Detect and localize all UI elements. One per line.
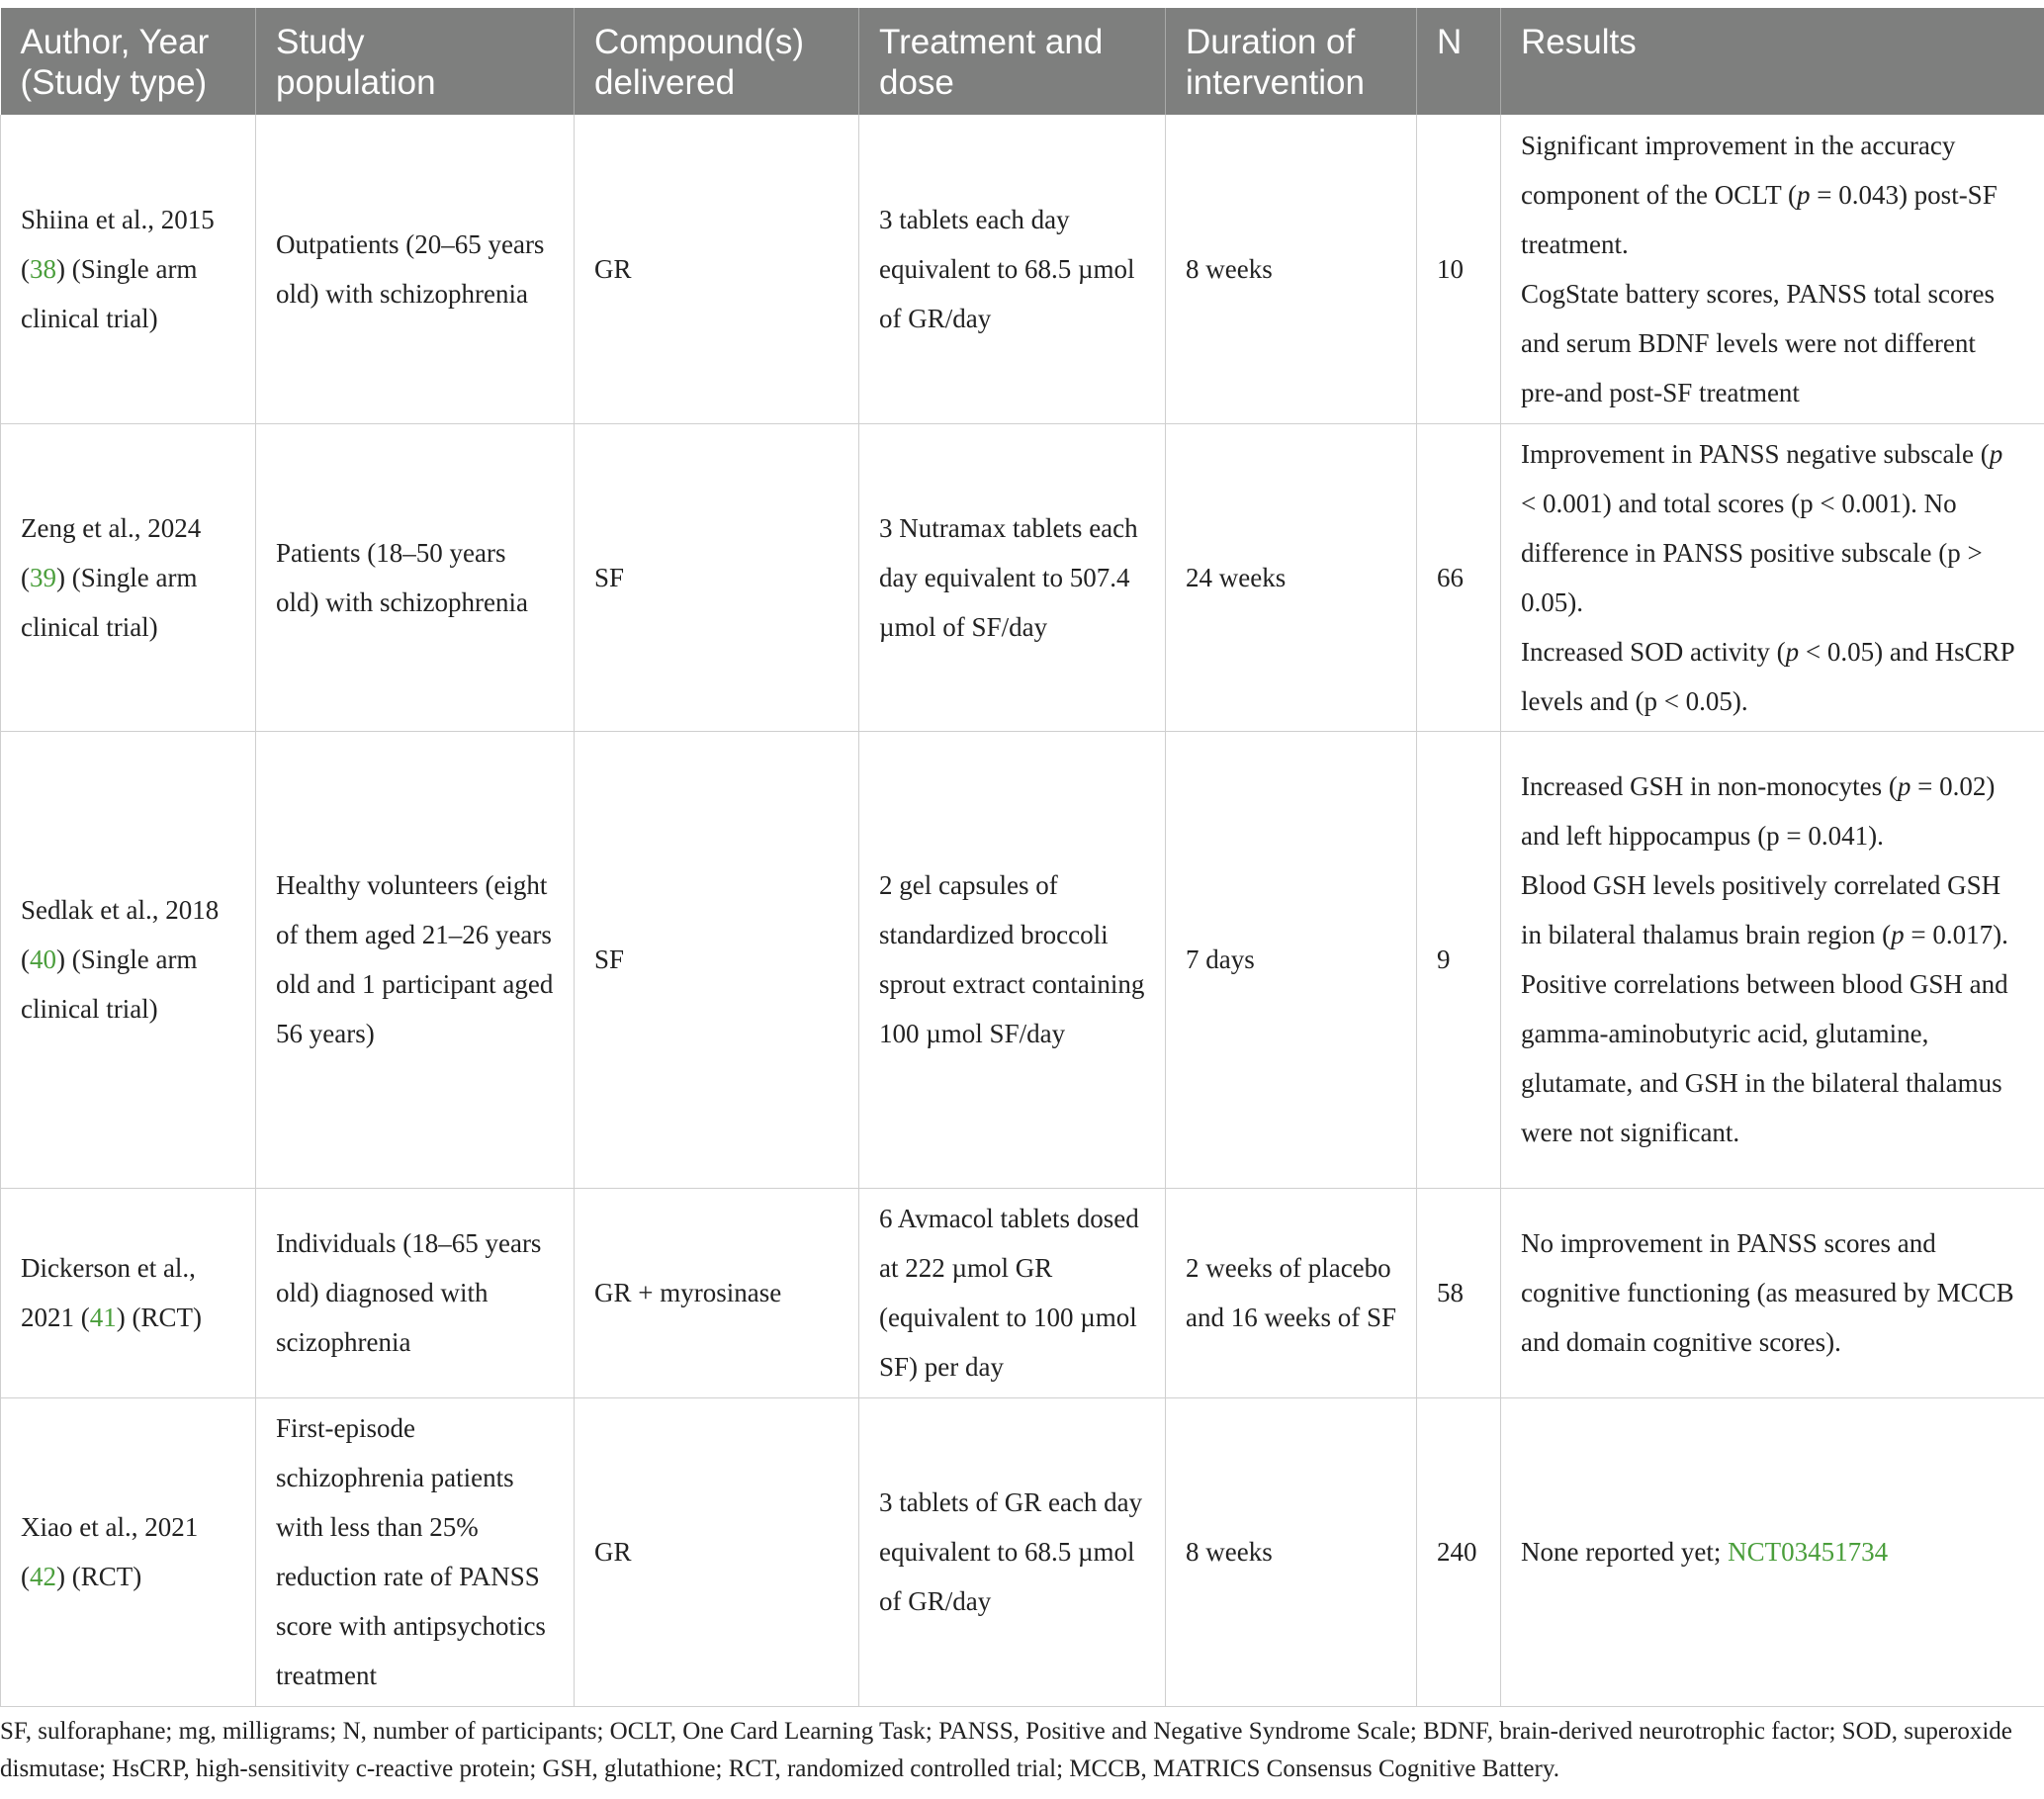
reference-link[interactable]: 39 [30, 562, 56, 592]
cell-duration: 24 weeks [1166, 423, 1417, 731]
cell-population: Individuals (18–65 years old) diagnosed with scizophrenia [256, 1188, 575, 1397]
cell-results [1501, 1188, 2044, 1397]
reference-link[interactable]: 38 [30, 253, 56, 284]
cell-author: Xiao et al., 2021 (42) (RCT) [1, 1397, 256, 1706]
cell-duration: 2 weeks of placebo and 16 weeks of SF [1166, 1188, 1417, 1397]
header-compound: Compound(s) delivered [575, 8, 859, 115]
table-row [1, 423, 2044, 731]
cell-results: None reported yet; NCT03451734 [1501, 1397, 2044, 1706]
result-line: No improvement in PANSS scores and cognitive functioning (as measured by MCCB and domain cognitive scores). [1521, 1228, 2014, 1357]
cell-results [1501, 731, 2044, 1188]
cell-results [1501, 115, 2044, 423]
cell-author: Dickerson et al., 2021 (41) (RCT) [1, 1188, 256, 1397]
header-results: Results [1501, 8, 2044, 115]
cell-duration: 8 weeks [1166, 115, 1417, 423]
cell-author: Zeng et al., 2024 (39) (Single arm clinical trial) [1, 423, 256, 731]
result-line: Blood GSH levels positively correlated GSH in bilateral thalamus brain region (p = 0.017). [1521, 870, 2008, 949]
table-row [1, 731, 2044, 1188]
header-treatment: Treatment and dose [859, 8, 1166, 115]
cell-author: Sedlak et al., 2018 (40) (Single arm clinical trial) [1, 731, 256, 1188]
trial-registry-link[interactable]: NCT03451734 [1728, 1537, 1889, 1567]
header-population: Study population [256, 8, 575, 115]
cell-compound: GR + myrosinase [575, 1188, 859, 1397]
cell-duration: 8 weeks [1166, 1397, 1417, 1706]
cell-treatment: 3 tablets each day equivalent to 68.5 µmol of GR/day [859, 115, 1166, 423]
result-line: CogState battery scores, PANSS total scores and serum BDNF levels were not different pre-and post-SF treatment [1521, 278, 1995, 407]
cell-n: 58 [1417, 1188, 1501, 1397]
cell-compound: GR [575, 115, 859, 423]
cell-results [1501, 423, 2044, 731]
studies-table [0, 8, 2044, 1707]
header-duration: Duration of intervention [1166, 8, 1417, 115]
cell-compound: SF [575, 423, 859, 731]
cell-compound: SF [575, 731, 859, 1188]
cell-population: Patients (18–50 years old) with schizophrenia [256, 423, 575, 731]
table-footnote: SF, sulforaphane; mg, milligrams; N, number of participants; OCLT, One Card Learning Task; PANSS, Positive and Negative Syndrome Scale; BDNF, brain-derived neurotrophic factor; SOD, superoxide dismutase; HsCRP, high-sensitivity c-reactive protein; GSH, glutathione; RCT, randomized controlled trial; MCCB, MATRICS Consensus Cognitive Battery. [0, 1718, 2012, 1782]
table-container [0, 8, 2044, 1707]
result-line: Increased GSH in non-monocytes (p = 0.02) and left hippocampus (p = 0.041). [1521, 771, 1996, 851]
table-row [1, 1397, 2044, 1706]
cell-population: First-episode schizophrenia patients with less than 25% reduction rate of PANSS score with antipsychotics treatment [256, 1397, 575, 1706]
reference-link[interactable]: 40 [30, 944, 56, 974]
cell-n: 240 [1417, 1397, 1501, 1706]
result-line: Positive correlations between blood GSH and gamma-aminobutyric acid, glutamine, glutamate, and GSH in the bilateral thalamus were not significant. [1521, 969, 2008, 1147]
result-line: Improvement in PANSS negative subscale (p < 0.001) and total scores (p < 0.001). No difference in PANSS positive subscale (p > 0.05). [1521, 438, 2003, 617]
result-line: Increased SOD activity (p < 0.05) and HsCRP levels and (p < 0.05). [1521, 636, 2014, 716]
cell-n: 10 [1417, 115, 1501, 423]
header-n: N [1417, 8, 1501, 115]
cell-population: Outpatients (20–65 years old) with schizophrenia [256, 115, 575, 423]
header-author: Author, Year (Study type) [1, 8, 256, 115]
cell-n: 66 [1417, 423, 1501, 731]
cell-treatment: 3 Nutramax tablets each day equivalent to 507.4 µmol of SF/day [859, 423, 1166, 731]
cell-population: Healthy volunteers (eight of them aged 21–26 years old and 1 participant aged 56 years) [256, 731, 575, 1188]
cell-treatment: 6 Avmacol tablets dosed at 222 µmol GR (equivalent to 100 µmol SF) per day [859, 1188, 1166, 1397]
cell-n: 9 [1417, 731, 1501, 1188]
header-row [1, 8, 2044, 115]
reference-link[interactable]: 41 [89, 1303, 117, 1332]
cell-treatment: 3 tablets of GR each day equivalent to 68.5 µmol of GR/day [859, 1397, 1166, 1706]
result-line: Significant improvement in the accuracy component of the OCLT (p = 0.043) post-SF treatment. [1521, 130, 1998, 259]
cell-duration: 7 days [1166, 731, 1417, 1188]
cell-treatment: 2 gel capsules of standardized broccoli sprout extract containing 100 µmol SF/day [859, 731, 1166, 1188]
table-row [1, 115, 2044, 423]
table-row [1, 1188, 2044, 1397]
cell-author: Shiina et al., 2015 (38) (Single arm clinical trial) [1, 115, 256, 423]
cell-compound: GR [575, 1397, 859, 1706]
reference-link[interactable]: 42 [30, 1562, 56, 1591]
